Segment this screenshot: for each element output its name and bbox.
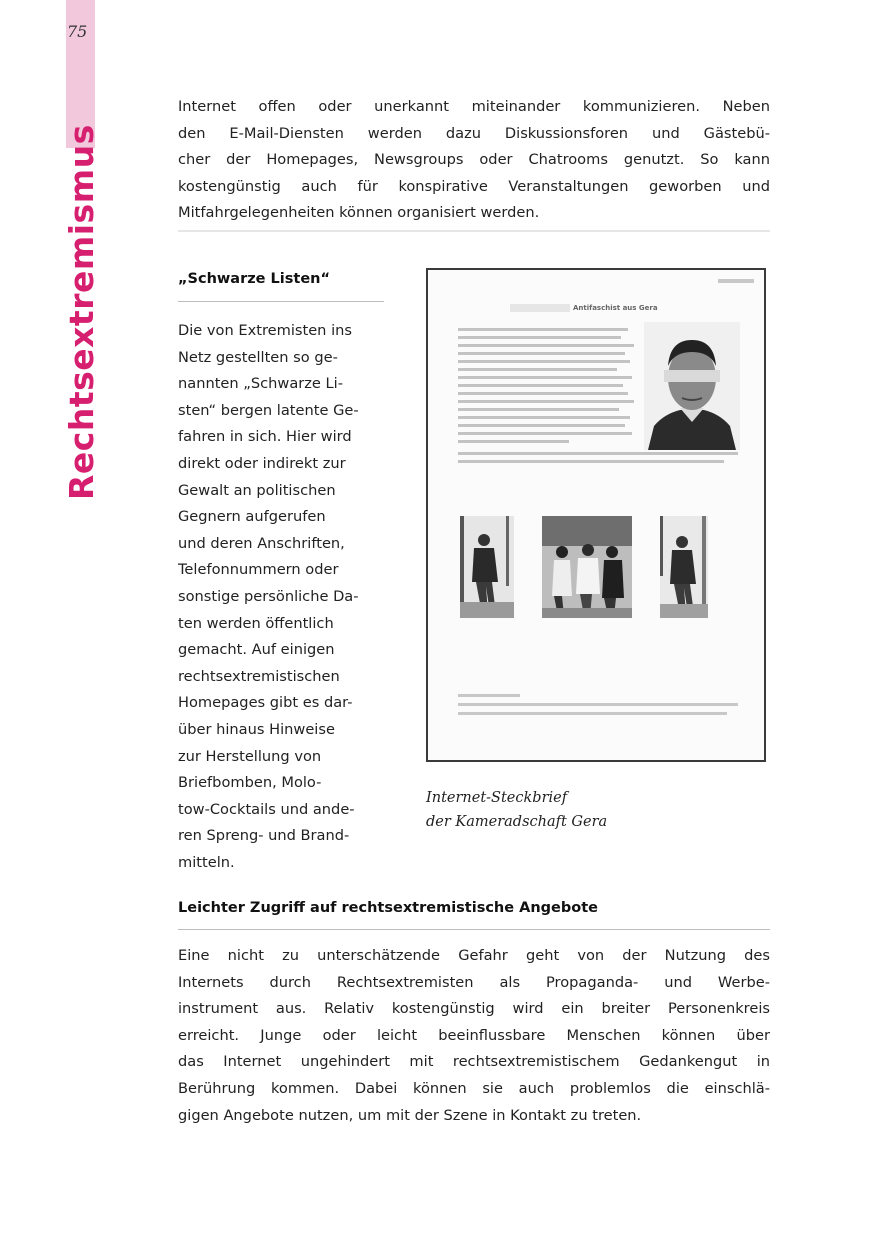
caption-line: Internet-Steckbrief xyxy=(426,790,568,806)
text-line: Briefbomben, Molo- xyxy=(178,774,322,792)
figure-page-indicator xyxy=(718,279,754,283)
figure-text-block xyxy=(458,328,643,448)
text-line: gemacht. Auf einigen xyxy=(178,641,335,659)
access-paragraph xyxy=(178,943,770,1129)
text-line: und deren Anschriften, xyxy=(178,534,345,552)
street-photo-2 xyxy=(542,516,632,618)
text-line: nannten „Schwarze Li- xyxy=(178,375,343,393)
divider xyxy=(178,230,770,232)
page-number: 75 xyxy=(67,22,88,41)
text-line: zur Herstellung von xyxy=(178,747,322,765)
figure-footer-text xyxy=(458,694,738,721)
blacklist-heading: „Schwarze Listen“ xyxy=(178,271,331,287)
text-line: ten werden öffentlich xyxy=(178,614,334,632)
heading-underline xyxy=(178,301,384,302)
text-line: über hinaus Hinweise xyxy=(178,720,335,738)
text-line: Die von Extremisten ins xyxy=(178,322,352,339)
text-line: instrument aus. Relativ kostengünstig wird ein breiter Personenkreis xyxy=(178,1000,770,1018)
portrait-photo xyxy=(644,322,740,450)
text-line: kostengünstig auch für konspirative Veranstaltungen geworben und xyxy=(178,177,770,195)
webpage-screenshot-figure xyxy=(426,268,766,762)
figure-title: Antifaschist aus Gera xyxy=(573,304,658,312)
text-line: Gewalt an politischen xyxy=(178,481,336,499)
section-title-vertical: Rechtsextremismus xyxy=(62,124,101,500)
figure-logo-bar xyxy=(510,304,570,312)
caption-line: der Kameradschaft Gera xyxy=(426,814,608,830)
text-line: das Internet ungehindert mit rechtsextremistischem Gedankengut in xyxy=(178,1053,770,1071)
text-line: Internet offen oder unerkannt miteinander kommunizieren. Neben xyxy=(178,98,770,115)
text-line: ren Spreng- und Brand- xyxy=(178,827,350,845)
text-line: rechtsextremistischen xyxy=(178,667,340,685)
text-line: sonstige persönliche Da- xyxy=(178,587,359,605)
text-line: Gegnern aufgerufen xyxy=(178,508,326,526)
text-line: gigen Angebote nutzen, um mit der Szene in Kontakt zu treten. xyxy=(178,1106,642,1124)
text-line: Netz gestellten so ge- xyxy=(178,348,338,366)
text-line: Homepages gibt es dar- xyxy=(178,694,353,712)
blacklist-paragraph xyxy=(178,318,384,876)
text-line: fahren in sich. Hier wird xyxy=(178,428,352,446)
heading-underline xyxy=(178,929,770,930)
figure-caption xyxy=(426,786,607,834)
text-line: Internets durch Rechtsextremisten als Propaganda- und Werbe- xyxy=(178,973,770,991)
text-line: tow-Cocktails und ande- xyxy=(178,800,355,818)
figure-text-wide xyxy=(458,452,738,468)
street-photo-3 xyxy=(660,516,708,618)
text-line: Mitfahrgelegenheiten können organisiert werden. xyxy=(178,204,540,222)
street-photo-1 xyxy=(460,516,514,618)
text-line: erreicht. Junge oder leicht beeinflussbare Menschen können über xyxy=(178,1026,770,1044)
text-line: mitteln. xyxy=(178,853,235,871)
text-line: Telefonnummern oder xyxy=(178,561,339,579)
text-line: Eine nicht zu unterschätzende Gefahr geht von der Nutzung des xyxy=(178,947,770,964)
intro-paragraph xyxy=(178,94,770,227)
text-line: Berührung kommen. Dabei können sie auch problemlos die einschlä- xyxy=(178,1079,770,1097)
text-line: sten“ bergen latente Ge- xyxy=(178,401,359,419)
text-line: cher der Homepages, Newsgroups oder Chatrooms genutzt. So kann xyxy=(178,151,770,169)
text-line: direkt oder indirekt zur xyxy=(178,454,346,472)
text-line: den E-Mail-Diensten werden dazu Diskussionsforen und Gästebü- xyxy=(178,124,770,142)
access-heading: Leichter Zugriff auf rechtsextremistische Angebote xyxy=(178,900,598,916)
